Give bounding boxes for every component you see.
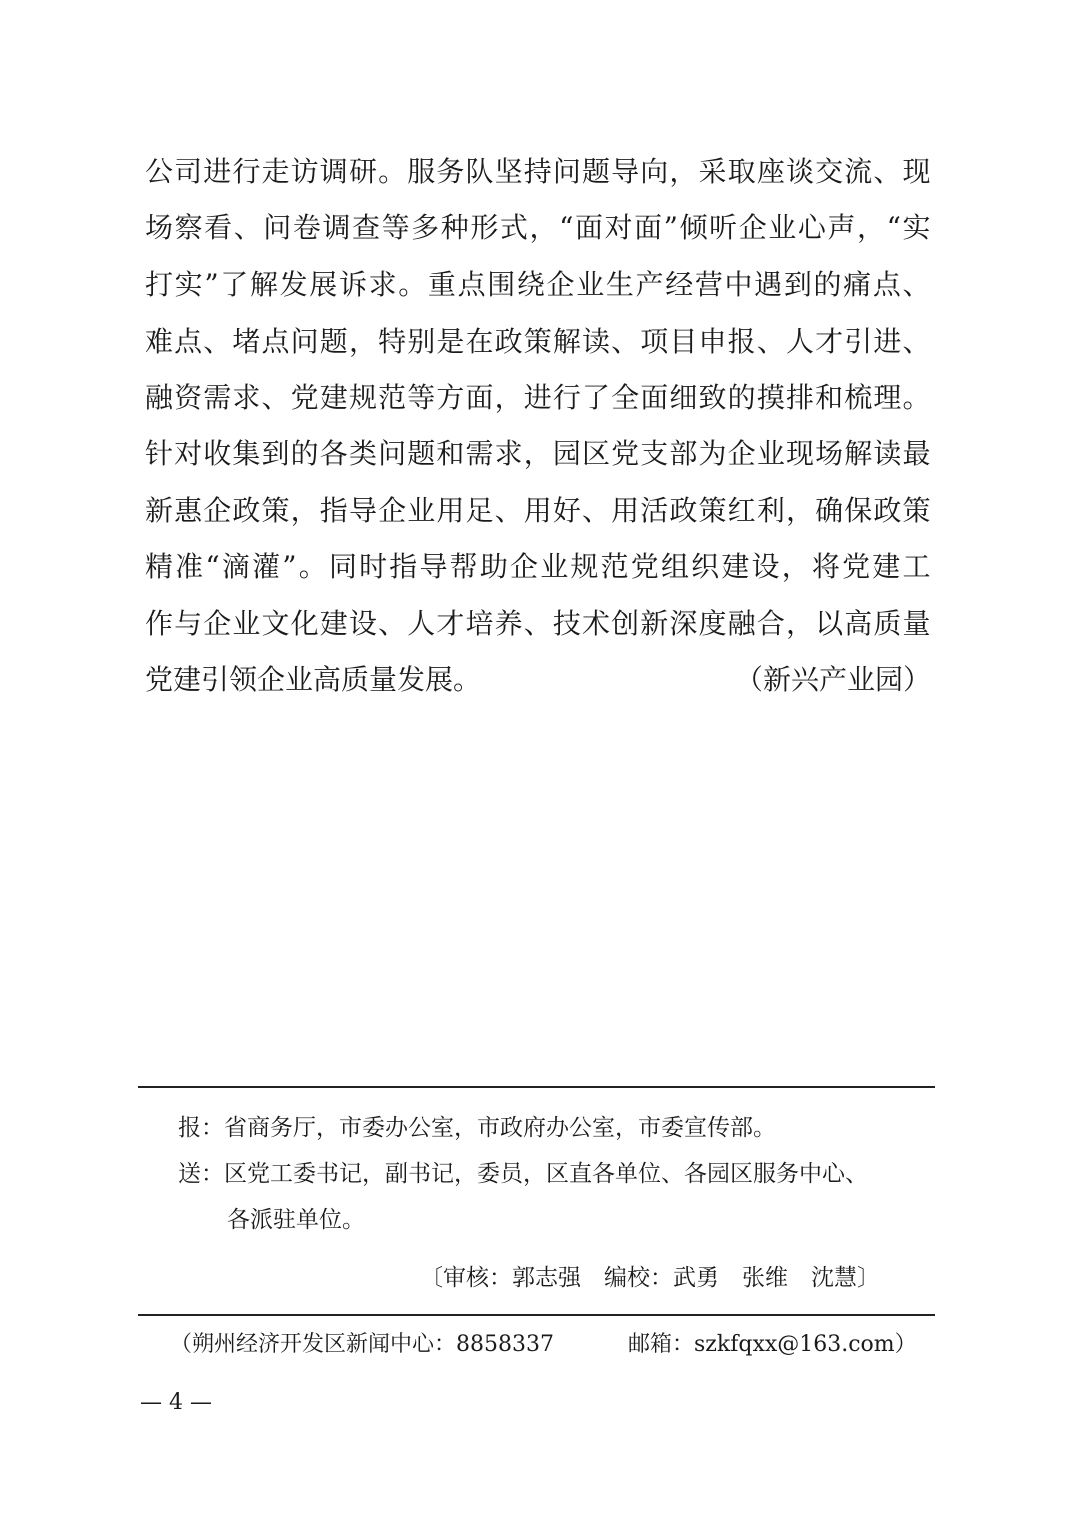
article-source: （新兴产业园） xyxy=(734,663,931,696)
contact-email: 邮箱：szkfqxx@163.com） xyxy=(628,1332,917,1357)
body-line: 难点、堵点问题，特别是在政策解读、项目申报、人才引进、 xyxy=(145,325,931,358)
contact-line xyxy=(170,1330,917,1360)
contact-phone: （朔州经济开发区新闻中心：8858337 xyxy=(170,1332,554,1357)
top-divider xyxy=(138,1086,935,1088)
body-last-line xyxy=(145,660,931,700)
body-line: 场察看、问卷调查等多种形式，“面对面”倾听企业心声，“实 xyxy=(145,211,931,244)
body-line: 公司进行走访调研。服务队坚持问题导向，采取座谈交流、现 xyxy=(145,155,931,188)
body-line: 针对收集到的各类问题和需求，园区党支部为企业现场解读最 xyxy=(145,437,931,470)
page-number: — 4 — xyxy=(140,1390,212,1415)
body-line: 新惠企政策，指导企业用足、用好、用活政策红利，确保政策 xyxy=(145,494,931,527)
body-line: 作与企业文化建设、人才培养、技术创新深度融合，以高质量 xyxy=(145,607,931,640)
send-to-line: 送：区党工委书记，副书记，委员，区直各单位、各园区服务中心、 xyxy=(178,1161,868,1187)
review-credits: 〔审核：郭志强 编校：武勇 张维 沈慧〕 xyxy=(420,1265,880,1291)
body-last-text: 党建引领企业高质量发展。 xyxy=(145,663,482,696)
body-line: 融资需求、党建规范等方面，进行了全面细致的摸排和梳理。 xyxy=(145,381,931,414)
bottom-divider xyxy=(138,1314,935,1316)
body-line: 精准“滴灌”。同时指导帮助企业规范党组织建设，将党建工 xyxy=(145,550,931,583)
report-to-line: 报：省商务厅，市委办公室，市政府办公室，市委宣传部。 xyxy=(178,1115,776,1141)
send-to-continued: 各派驻单位。 xyxy=(227,1207,365,1233)
body-line: 打实”了解发展诉求。重点围绕企业生产经营中遇到的痛点、 xyxy=(145,268,931,301)
